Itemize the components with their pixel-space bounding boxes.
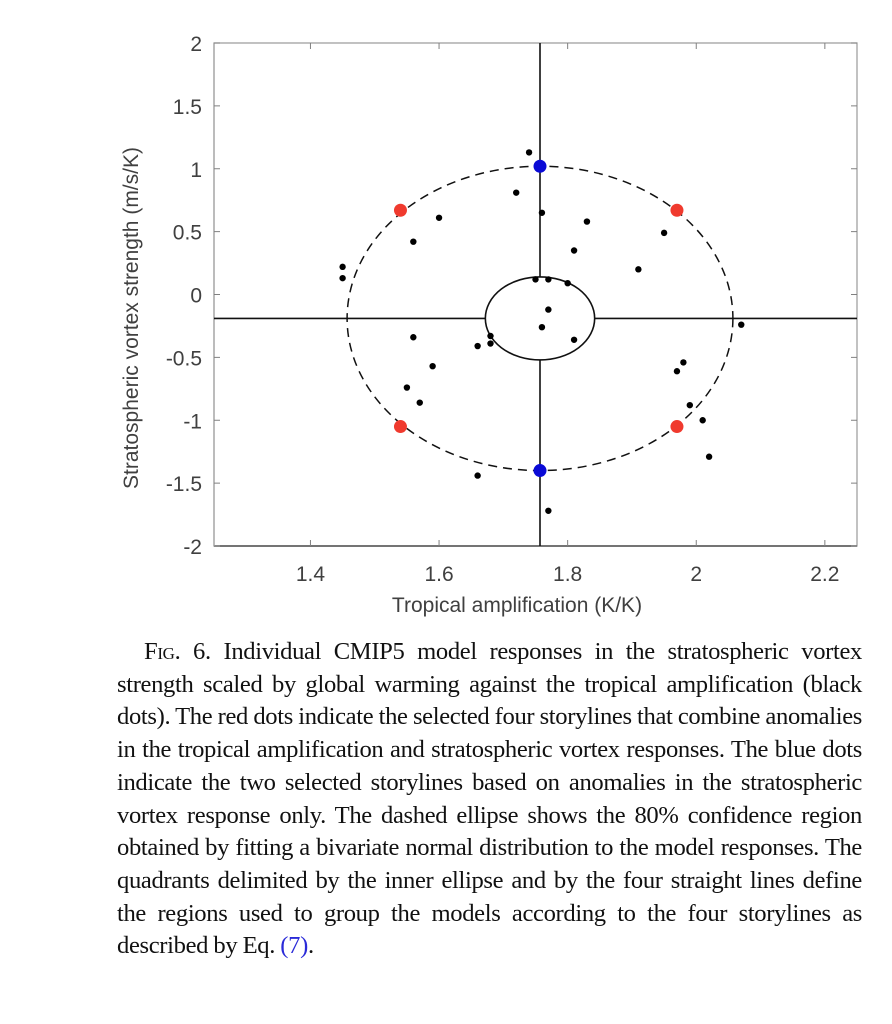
- model-point: [635, 266, 641, 272]
- caption-end: .: [307, 932, 314, 960]
- model-point: [571, 337, 577, 343]
- x-tick-label: 2.2: [810, 563, 840, 586]
- model-point: [680, 359, 686, 365]
- model-point: [539, 324, 545, 330]
- equation-link[interactable]: (7): [280, 932, 308, 960]
- model-point: [545, 306, 551, 312]
- model-point: [738, 321, 744, 327]
- figure-label: Fig. 6.: [144, 638, 211, 665]
- red-storyline-point: [670, 420, 683, 433]
- model-point: [417, 399, 423, 405]
- model-point: [687, 402, 693, 408]
- model-point: [699, 417, 705, 423]
- red-storyline-point: [670, 204, 683, 217]
- blue-storyline-point: [534, 160, 547, 173]
- model-point: [539, 210, 545, 216]
- x-tick-label: 1.6: [424, 563, 454, 586]
- y-tick-label: 0: [190, 284, 202, 308]
- model-point: [474, 472, 480, 478]
- y-tick-label: -0.5: [165, 347, 202, 371]
- model-point: [410, 238, 416, 244]
- y-tick-label: -2: [183, 536, 202, 559]
- model-point: [436, 215, 442, 221]
- model-point: [487, 340, 493, 346]
- model-point: [474, 343, 480, 349]
- model-point: [571, 247, 577, 253]
- red-storyline-point: [394, 420, 407, 433]
- model-point: [429, 363, 435, 369]
- red-storyline-point: [394, 204, 407, 217]
- model-point: [674, 368, 680, 374]
- model-point: [404, 384, 410, 390]
- model-point: [339, 275, 345, 281]
- caption-text: Individual CMIP5 model responses in the stratospheric vortex strength scaled by global warming against the tropical amplification (black dots). The red dots indicate the selected four storylines that combine anomalies in the tropical amplification and stratospheric vortex responses. The blue dots indicate the two selected storylines based on anomalies in the stratospheric vortex response only. The dashed ellipse shows the 80% confidence region obtained by fitting a bivariate normal distribution to the model responses. The quadrants delimited by the inner ellipse and by the four straight lines define the regions used to group the models according to the four storylines as described by Eq.: [117, 638, 862, 960]
- y-axis-label: Stratospheric vortex strength (m/s/K): [120, 147, 143, 489]
- data-points: [339, 149, 744, 514]
- y-tick-label: -1.5: [165, 473, 202, 497]
- x-tick-label: 1.4: [295, 563, 326, 586]
- y-tick-label: -1: [183, 410, 202, 434]
- model-point: [487, 333, 493, 339]
- model-point: [564, 280, 570, 286]
- tick-labels: [166, 33, 840, 586]
- model-point: [532, 276, 538, 282]
- y-tick-label: 2: [190, 33, 202, 56]
- x-axis-label: Tropical amplification (K/K): [391, 594, 643, 617]
- figure-caption: [117, 636, 862, 963]
- model-point: [545, 276, 551, 282]
- x-tick-label: 1.8: [553, 563, 583, 586]
- y-tick-label: 1.5: [172, 95, 202, 119]
- model-point: [584, 218, 590, 224]
- model-point: [526, 149, 532, 155]
- model-point: [545, 508, 551, 514]
- model-point: [339, 264, 345, 270]
- blue-storyline-point: [534, 464, 547, 477]
- model-point: [706, 454, 712, 460]
- model-point: [661, 230, 667, 236]
- inner-ellipse: [485, 277, 594, 360]
- model-point: [410, 334, 416, 340]
- model-point: [513, 189, 519, 195]
- x-tick-label: 2: [690, 563, 703, 586]
- y-tick-label: 0.5: [172, 221, 202, 245]
- y-tick-label: 1: [190, 158, 202, 182]
